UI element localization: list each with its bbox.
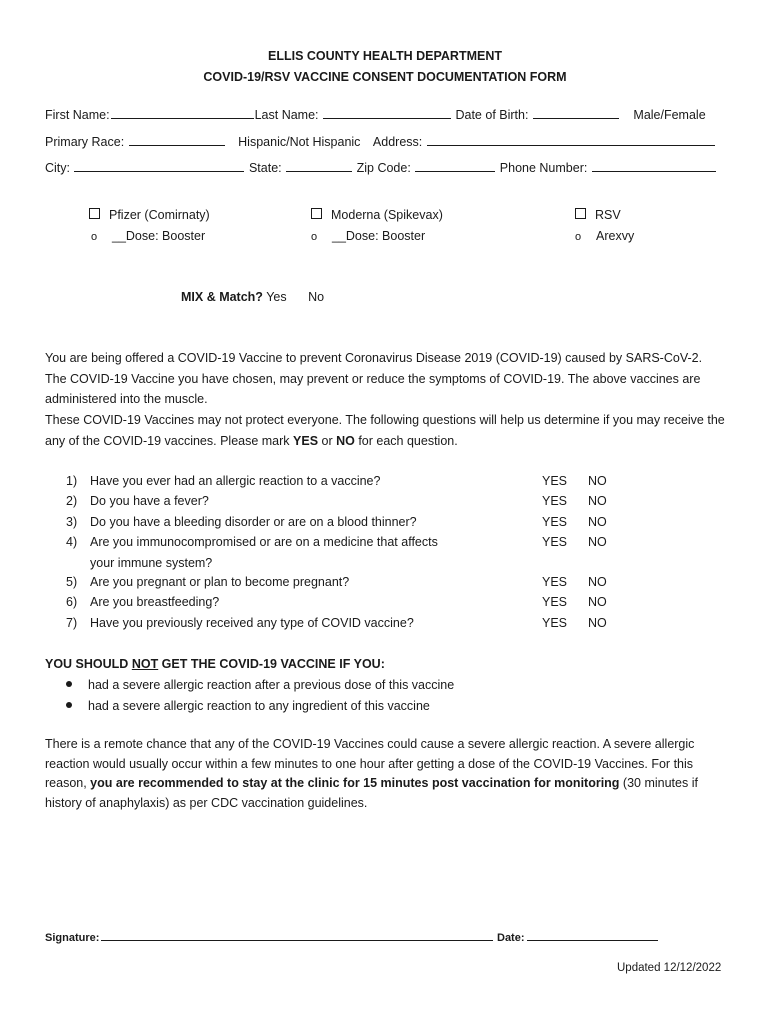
mix-match-row bbox=[181, 290, 324, 304]
closing-end-text: (30 minutes if history of anaphylaxis) as per CDC vaccination guidelines. bbox=[45, 776, 698, 810]
mix-match-yes[interactable]: Yes bbox=[266, 290, 287, 304]
question-text: Have you ever had an allergic reaction to a vaccine? bbox=[90, 474, 381, 488]
signature-row bbox=[45, 929, 494, 944]
state-label: State: bbox=[248, 161, 282, 175]
rsv-label: RSV bbox=[595, 208, 621, 222]
race-field[interactable] bbox=[129, 134, 225, 146]
question-4 bbox=[66, 535, 438, 549]
question-6-yes[interactable]: YES bbox=[542, 595, 568, 609]
signature-field[interactable] bbox=[101, 929, 493, 941]
warning-title bbox=[45, 657, 385, 671]
state-field[interactable] bbox=[286, 160, 352, 172]
moderna-checkbox[interactable] bbox=[311, 208, 322, 219]
warning-title-start: YOU SHOULD bbox=[45, 657, 132, 671]
intro-paragraph: You are being offered a COVID-19 Vaccine to prevent Coronavirus Disease 2019 (COVID-19) caused by SARS-CoV-2. The COVID-19 Vaccine you have chosen, may prevent or reduce the symptoms of COVID-19. The above vaccines are administered into the muscle. bbox=[45, 351, 703, 406]
question-1 bbox=[66, 474, 380, 488]
question-3-yes[interactable]: YES bbox=[542, 515, 568, 529]
date-row bbox=[497, 929, 659, 944]
question-4-yes[interactable]: YES bbox=[542, 535, 568, 549]
patient-info-row-2 bbox=[45, 134, 716, 149]
pfizer-dose-circle-icon: o bbox=[91, 231, 98, 243]
question-4-no[interactable]: NO bbox=[588, 535, 607, 549]
updated-date: Updated 12/12/2022 bbox=[617, 962, 722, 974]
warning-bullet-2 bbox=[66, 699, 430, 713]
moderna-dose-circle-icon: o bbox=[311, 231, 318, 243]
question-text: Are you immunocompromised or are on a medicine that affects bbox=[90, 535, 438, 549]
question-1-yes[interactable]: YES bbox=[542, 474, 568, 488]
question-number: 6) bbox=[66, 595, 78, 609]
instructions-no: NO bbox=[336, 433, 355, 448]
warning-bullet-text: had a severe allergic reaction to any ingredient of this vaccine bbox=[88, 699, 430, 713]
pfizer-label: Pfizer (Comirnaty) bbox=[109, 208, 210, 222]
city-field[interactable] bbox=[74, 160, 244, 172]
department-title: ELLIS COUNTY HEALTH DEPARTMENT bbox=[267, 49, 503, 63]
zip-label: Zip Code: bbox=[356, 161, 411, 175]
pfizer-option[interactable] bbox=[89, 208, 210, 222]
question-number: 1) bbox=[66, 474, 78, 488]
question-7-yes[interactable]: YES bbox=[542, 616, 568, 630]
question-3-no[interactable]: NO bbox=[588, 515, 607, 529]
phone-label: Phone Number: bbox=[499, 161, 588, 175]
question-4-continued: your immune system? bbox=[90, 556, 213, 570]
moderna-option[interactable] bbox=[311, 208, 443, 222]
dob-label: Date of Birth: bbox=[455, 108, 529, 122]
first-name-field[interactable] bbox=[111, 107, 254, 119]
moderna-label: Moderna (Spikevax) bbox=[331, 208, 443, 222]
zip-field[interactable] bbox=[415, 160, 495, 172]
instructions-end: for each question. bbox=[354, 433, 458, 448]
moderna-dose-option[interactable] bbox=[311, 229, 425, 243]
question-7 bbox=[66, 616, 414, 630]
bullet-icon bbox=[66, 702, 72, 708]
question-number: 2) bbox=[66, 494, 78, 508]
rsv-checkbox[interactable] bbox=[575, 208, 586, 219]
pfizer-dose-option[interactable] bbox=[91, 229, 205, 243]
closing-text: There is a remote chance that any of the COVID-19 Vaccines could cause a severe allergic reaction. A severe allergic reaction would usually occur within a few minutes to one hour after getting a dose of the COVID-19 Vaccines. For this reason, bbox=[45, 737, 695, 790]
warning-bullet-text: had a severe allergic reaction after a previous dose of this vaccine bbox=[88, 678, 455, 692]
rsv-option[interactable] bbox=[575, 208, 621, 222]
instructions-or: or bbox=[318, 433, 337, 448]
mix-match-label: MIX & Match? bbox=[181, 290, 263, 304]
question-number: 4) bbox=[66, 535, 78, 549]
arexvy-circle-icon: o bbox=[575, 231, 582, 243]
moderna-dose-label: __Dose: Booster bbox=[332, 229, 426, 243]
form-title: COVID-19/RSV VACCINE CONSENT DOCUMENTATION FORM bbox=[203, 70, 567, 84]
bullet-icon bbox=[66, 681, 72, 687]
patient-info-row-1 bbox=[45, 107, 706, 122]
closing-paragraph bbox=[45, 735, 725, 813]
pfizer-checkbox[interactable] bbox=[89, 208, 100, 219]
date-label: Date: bbox=[497, 932, 525, 944]
sex-option[interactable]: Male/Female bbox=[633, 108, 706, 122]
date-field[interactable] bbox=[527, 929, 658, 941]
arexvy-option[interactable] bbox=[575, 229, 634, 243]
question-text: Are you breastfeeding? bbox=[90, 595, 220, 609]
question-2-yes[interactable]: YES bbox=[542, 494, 568, 508]
question-6-no[interactable]: NO bbox=[588, 595, 607, 609]
last-name-label: Last Name: bbox=[254, 108, 319, 122]
question-text: Have you previously received any type of COVID vaccine? bbox=[90, 616, 414, 630]
dob-field[interactable] bbox=[533, 107, 619, 119]
question-7-no[interactable]: NO bbox=[588, 616, 607, 630]
city-label: City: bbox=[45, 161, 70, 175]
warning-title-end: GET THE COVID-19 VACCINE IF YOU: bbox=[158, 657, 385, 671]
question-3 bbox=[66, 515, 417, 529]
question-text: Are you pregnant or plan to become pregnant? bbox=[90, 575, 350, 589]
instructions-text: These COVID-19 Vaccines may not protect everyone. The following questions will help us determine if you may receive the any of the COVID-19 vaccines. Please mark bbox=[45, 413, 725, 448]
race-label: Primary Race: bbox=[45, 135, 125, 149]
last-name-field[interactable] bbox=[323, 107, 451, 119]
question-5-no[interactable]: NO bbox=[588, 575, 607, 589]
closing-bold-text: you are recommended to stay at the clinic for 15 minutes post vaccination for monitoring bbox=[90, 776, 620, 790]
address-label: Address: bbox=[372, 135, 423, 149]
warning-bullet-1 bbox=[66, 678, 454, 692]
signature-label: Signature: bbox=[45, 932, 100, 944]
question-1-no[interactable]: NO bbox=[588, 474, 607, 488]
question-text: Do you have a fever? bbox=[90, 494, 209, 508]
question-number: 5) bbox=[66, 575, 78, 589]
mix-match-no[interactable]: No bbox=[308, 290, 325, 304]
warning-title-not: NOT bbox=[131, 657, 159, 671]
question-6 bbox=[66, 595, 219, 609]
instructions-paragraph bbox=[45, 410, 725, 451]
phone-field[interactable] bbox=[592, 160, 716, 172]
arexvy-label: Arexvy bbox=[596, 229, 635, 243]
question-2 bbox=[66, 494, 209, 508]
pfizer-dose-label: __Dose: Booster bbox=[112, 229, 206, 243]
question-5-yes[interactable]: YES bbox=[542, 575, 568, 589]
question-5 bbox=[66, 575, 349, 589]
question-text: Do you have a bleeding disorder or are on a blood thinner? bbox=[90, 515, 417, 529]
question-2-no[interactable]: NO bbox=[588, 494, 607, 508]
instructions-yes: YES bbox=[293, 433, 319, 448]
patient-info-row-3 bbox=[45, 160, 717, 175]
question-number: 3) bbox=[66, 515, 78, 529]
address-field[interactable] bbox=[427, 134, 715, 146]
ethnicity-option[interactable]: Hispanic/Not Hispanic bbox=[238, 135, 361, 149]
question-number: 7) bbox=[66, 616, 78, 630]
first-name-label: First Name: bbox=[45, 108, 110, 122]
